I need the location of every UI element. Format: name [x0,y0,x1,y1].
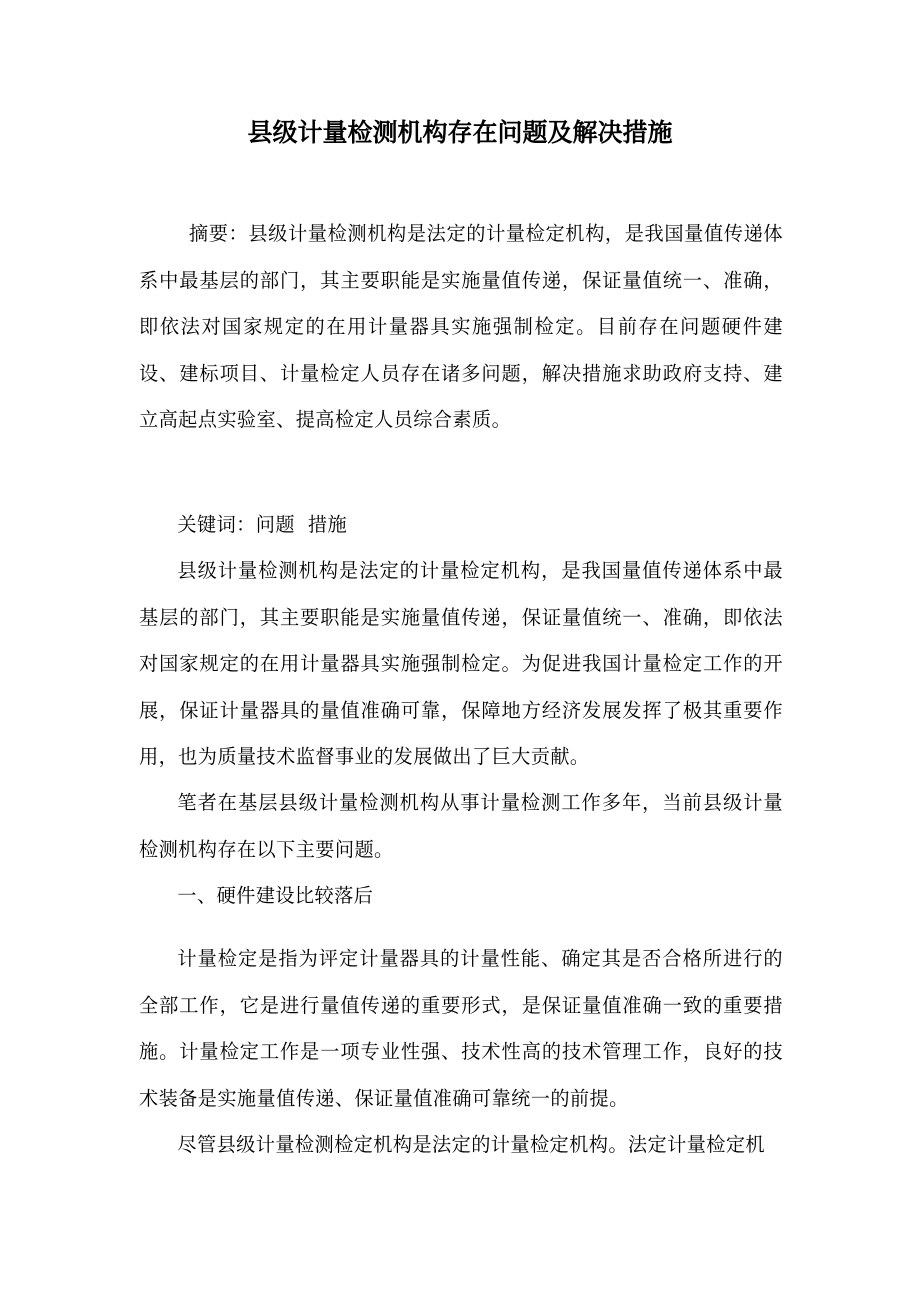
section-paragraph: 尽管县级计量检测检定机构是法定的计量检定机构。法定计量检定机 [177,1133,766,1156]
body-paragraph: 笔者在基层县级计量检测机构从事计量检测工作多年，当前县级计量检测机构存在以下主要问题。 [139,791,783,861]
keywords-line [139,502,783,549]
abstract-label: 摘要： [188,222,249,245]
body-paragraph: 县级计量检测机构是法定的计量检定机构，是我国量值传递体系中最基层的部门，其主要职能是实施量值传递，保证量值统一、准确，即依法对国家规定的在用计量器具实施强制检定。为促进我国计量检定工作的开展，保证计量器具的量值准确可靠，保障地方经济发展发挥了极其重要作用，也为质量技术监督事业的发展做出了巨大贡献。 [139,559,783,768]
document-title: 县级计量检测机构存在问题及解决措施 [247,118,673,147]
keywords-text: 问题 措施 [255,513,348,536]
abstract-text: 县级计量检测机构是法定的计量检定机构，是我国量值传递体系中最基层的部门，其主要职能是实施量值传递，保证量值统一、准确，即依法对国家规定的在用计量器具实施强制检定。目前存在问题硬件建设、建标项目、计量检定人员存在诸多问题，解决措施求助政府支持、建立高起点实验室、提高检定人员综合素质。 [139,222,783,431]
abstract-paragraph [139,211,783,444]
section-paragraph: 计量检定是指为评定计量器具的计量性能、确定其是否合格所进行的全部工作，它是进行量值传递的重要形式，是保证量值准确一致的重要措施。计量检定工作是一项专业性强、技术性高的技术管理工作，良好的技术装备是实施量值传递、保证量值准确可靠统一的前提。 [139,947,783,1110]
keywords-label: 关键词： [177,513,256,536]
section-heading: 一、硬件建设比较落后 [177,884,374,907]
